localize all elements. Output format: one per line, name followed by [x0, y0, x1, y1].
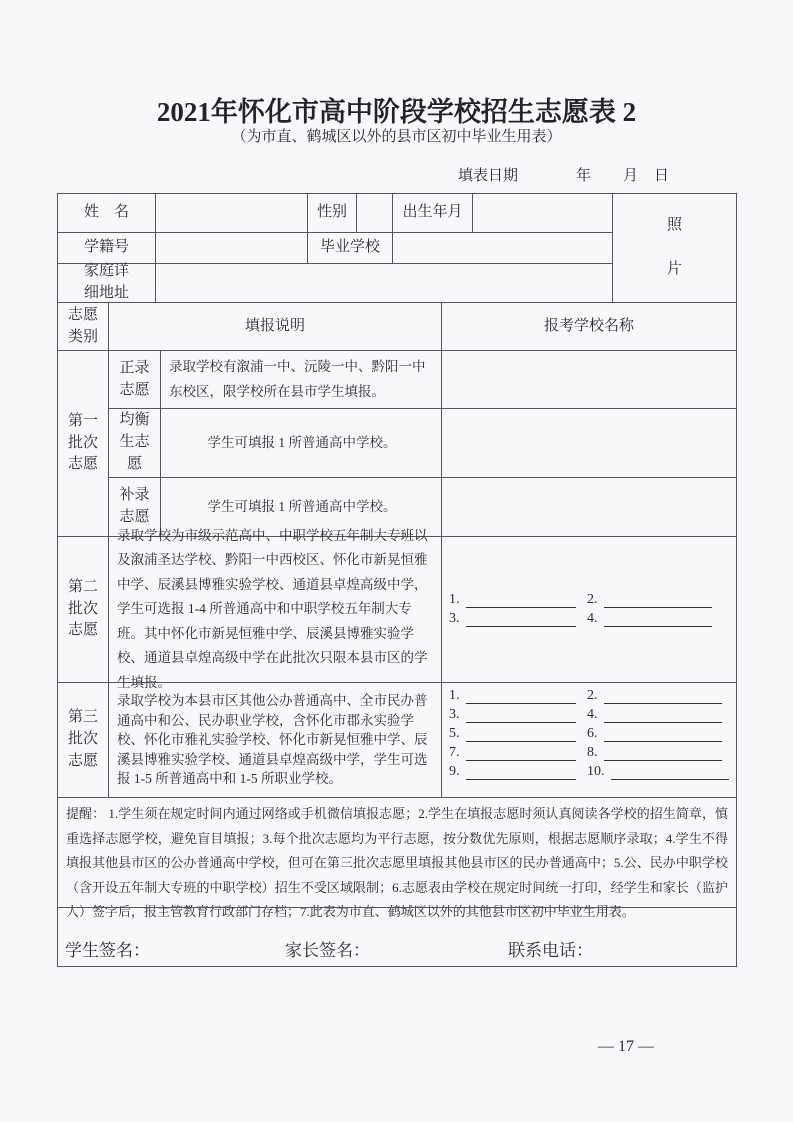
photo-box [612, 193, 737, 303]
address-field[interactable] [155, 263, 613, 303]
address-label: 家庭详细地址 [57, 263, 156, 303]
slot-number: 5. [449, 726, 460, 741]
slot-number: 4. [587, 611, 598, 626]
photo-label-2: 片 [666, 261, 682, 277]
slot-number: 2. [587, 688, 598, 703]
slot-number: 7. [449, 745, 460, 760]
slot-number: 2. [587, 592, 598, 607]
batch1-type: 正录志愿 [108, 350, 161, 409]
slot-number: 9. [449, 764, 460, 779]
date-label: 填表日期 [458, 168, 519, 184]
school-slot[interactable] [466, 612, 576, 627]
batch2-label: 第二批次志愿 [57, 536, 109, 683]
slot-number: 3. [449, 707, 460, 722]
batch3-label: 第三批次志愿 [57, 682, 109, 798]
school-slot[interactable] [604, 689, 722, 704]
batch1-instruction: 学生可填报 1 所普通高中学校。 [160, 477, 442, 537]
phone-label: 联系电话： [508, 941, 593, 960]
student-signature-label: 学生签名： [65, 941, 150, 960]
batch1-school-field[interactable] [441, 408, 737, 478]
slot-number: 1. [449, 688, 460, 703]
instructions-header: 填报说明 [108, 302, 442, 351]
school-slot[interactable] [466, 689, 576, 704]
school-field[interactable] [392, 232, 613, 264]
date-day: 日 [654, 168, 670, 184]
school-slot[interactable] [466, 765, 576, 780]
batch2-instruction: 录取学校为市级示范高中、中职学校五年制大专班以及溆浦圣达学校、黔阳一中西校区、怀化市新晃恒雅中学、辰溪县博雅实验学校、通道县卓煌高级中学，学生可选报 1-4 所普通高中和中职学校五年制大专班。其中怀化市新晃恒雅中学、辰溪县博雅实验学校、通道县卓煌高级中学在此批次只限本县市区的学生填报。 [108, 536, 442, 683]
parent-signature-label: 家长签名： [285, 941, 370, 960]
page-number: — 17 — [598, 1038, 654, 1055]
slot-number: 4. [587, 707, 598, 722]
batch1-instruction: 学生可填报 1 所普通高中学校。 [160, 408, 442, 478]
school-slot[interactable] [604, 612, 712, 627]
school-slot[interactable] [604, 727, 722, 742]
birth-label: 出生年月 [392, 193, 473, 233]
photo-label-1: 照 [666, 217, 682, 234]
batch1-type: 补录志愿 [108, 477, 161, 537]
batch3-instruction: 录取学校为本县市区其他公办普通高中、全市民办普通高中和公、民办职业学校，含怀化市郡永实验学校、怀化市雅礼实验学校、怀化市新晃恒雅中学、辰溪县博雅实验学校、通道县卓煌高级中学，学生可选报 1-5 所普通高中和 1-5 所职业学校。 [108, 682, 442, 798]
school-slot[interactable] [466, 708, 576, 723]
date-year: 年 [576, 168, 592, 184]
name-label: 姓 名 [57, 193, 156, 233]
batch1-school-field[interactable] [441, 350, 737, 409]
slot-number: 3. [449, 611, 460, 626]
school-slot[interactable] [604, 746, 722, 761]
school-name-header: 报考学校名称 [441, 302, 737, 351]
date-month: 月 [623, 168, 639, 184]
reminder-notes: 提醒： 1.学生须在规定时间内通过网络或手机微信填报志愿；2.学生在填报志愿时须认真阅读各学校的招生简章，慎重选择志愿学校，避免盲目填报；3.每个批次志愿均为平行志愿，按分数优先原则，根据志愿顺序录取；4.学生不得填报其他县市区的公办普通高中学校，但可在第三批次志愿里填报其他县市区的民办普通高中；5.公、民办中职学校（含开设五年制大专班的中职学校）招生不受区域限制；6.志愿表由学校在规定时间统一打印，经学生和家长（监护人）签字后，报主管教育行政部门存档；7.此表为市直、鹤城区以外的其他县市区初中毕业生用表。 [57, 797, 737, 908]
school-slot[interactable] [604, 593, 712, 608]
gender-label: 性别 [307, 193, 357, 233]
slot-number: 8. [587, 745, 598, 760]
batch1-school-field[interactable] [441, 477, 737, 537]
page-title: 2021年怀化市高中阶段学校招生志愿表 2 [156, 97, 637, 127]
school-slot[interactable] [466, 746, 576, 761]
batch1-instruction: 录取学校有溆浦一中、沅陵一中、黔阳一中东校区，限学校所在县市学生填报。 [160, 350, 442, 409]
school-slot[interactable] [466, 593, 576, 608]
gender-field[interactable] [356, 193, 393, 233]
name-field[interactable] [155, 193, 308, 233]
student-id-field[interactable] [155, 232, 308, 264]
batch1-type: 均衡生志愿 [108, 408, 161, 478]
birth-field[interactable] [472, 193, 613, 233]
page-subtitle: （为市直、鹤城区以外的县市区初中毕业生用表） [231, 129, 562, 145]
signature-row [57, 907, 737, 967]
student-id-label: 学籍号 [57, 232, 156, 264]
school-slot[interactable] [466, 727, 576, 742]
slot-number: 6. [587, 726, 598, 741]
slot-number: 10. [587, 764, 605, 779]
batch1-label: 第一批次志愿 [57, 350, 109, 537]
school-slot[interactable] [604, 708, 722, 723]
school-slot[interactable] [611, 765, 729, 780]
school-label: 毕业学校 [307, 232, 393, 264]
batch2-schools [441, 536, 737, 683]
slot-number: 1. [449, 592, 460, 607]
category-header: 志愿类别 [57, 302, 109, 351]
